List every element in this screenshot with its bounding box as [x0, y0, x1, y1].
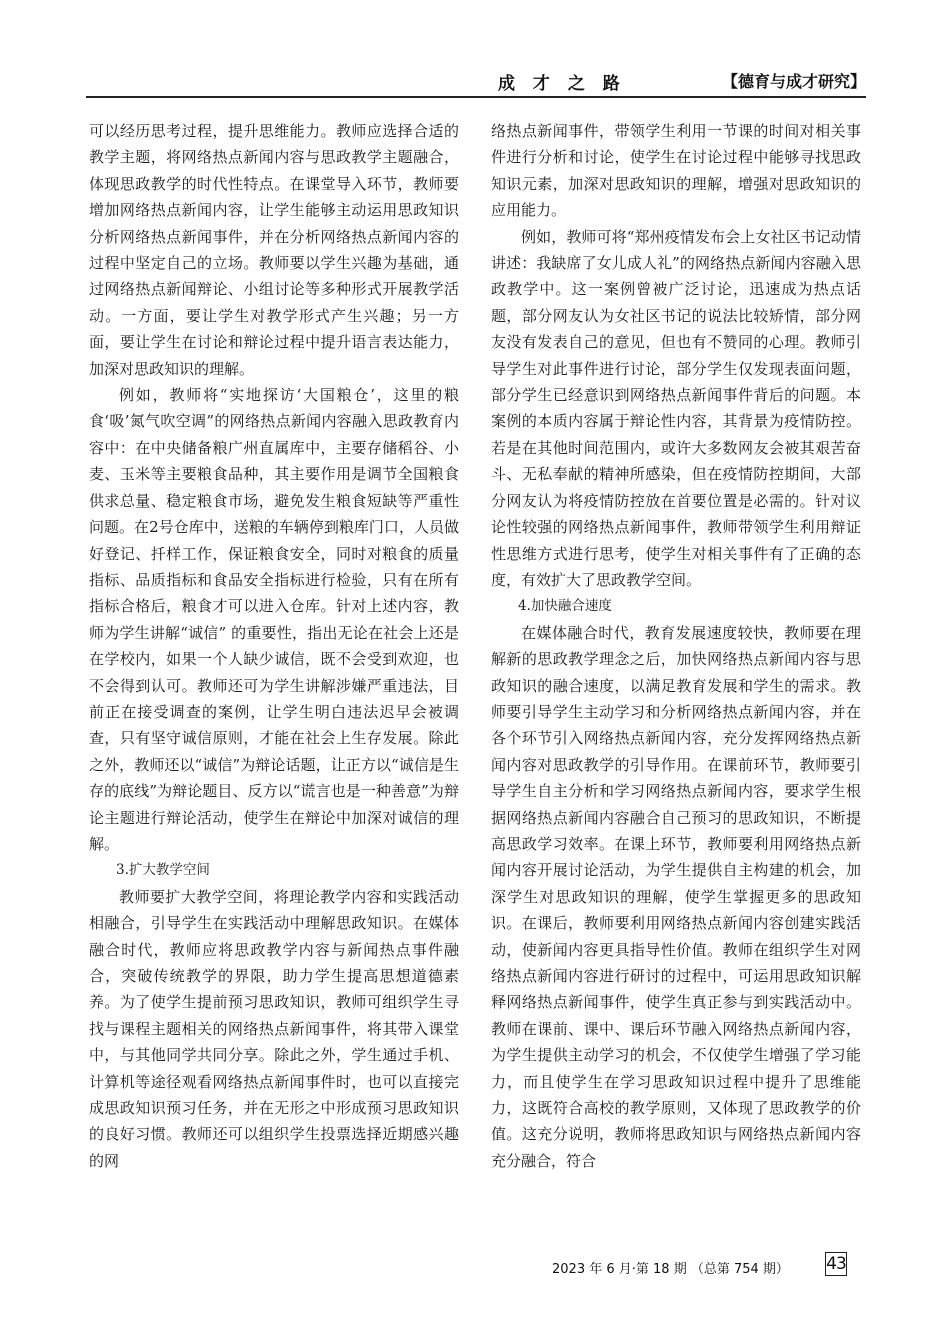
issue-info: 2023 年 6 月·第 18 期 （总第 754 期） [552, 1262, 789, 1277]
page-number: 43 [826, 1254, 846, 1274]
paragraph: 教师要扩大教学空间，将理论教学内容和实践活动相融合，引导学生在实践活动中理解思政知识。在媒体融合时代，教师应将思政教学内容与新闻热点事件融合，突破传统教学的界限，助力学生提高思想道德素养。为了使学生提前预习思政知识，教师可组织学生寻找与课程主题相关的网络热点新闻事件，将其带入课堂中，与其他同学共同分享。除此之外，学生通过手机、计算机等途径观看网络热点新闻事件时，也可以直接完成思政知识预习任务，并在无形之中形成预习思政知识的良好习惯。教师还可以组织学生投票选择近期感兴趣的网 [89, 887, 459, 1170]
journal-name: 成 才 之 路 [498, 74, 626, 94]
right-column [491, 118, 861, 1174]
section-heading: 4.加快融合速度 [518, 598, 612, 615]
left-column [89, 118, 459, 1174]
paragraph: 例如，教师将“实地探访‘大国粮仓’，这里的粮食‘吸’氮气吹空调”的网络热点新闻内容融入思政教育内容中：在中央储备粮广州直属库中，主要存储稻谷、小麦、玉米等主要粮食品种，其主要作用是调节全国粮食供求总量、稳定粮食市场，避免发生粮食短缺等严重性问题。在2号仓库中，送粮的车辆停到粮库门口，人员做好登记、扦样工作，保证粮食安全，同时对粮食的质量指标、品质指标和食品安全指标进行检验，只有在所有指标合格后，粮食才可以进入仓库。针对上述内容，教师为学生讲解“诚信” 的重要性，指出无论在社会上还是在学校内，如果一个人缺少诚信，既不会受到欢迎，也不会得到认可。教师还可为学生讲解涉嫌严重违法，目前正在接受调查的案例，让学生明白违法迟早会被调查，只有坚守诚信原则，才能在社会上生存发展。除此之外，教师还以“诚信”为辩论话题，让正方以“诚信是生存的底线”为辩论题目、反方以“谎言也是一种善意”为辩论主题进行辩论活动，使学生在辩论中加深对诚信的理解。 [89, 386, 459, 853]
section-heading: 3.扩大教学空间 [116, 862, 210, 879]
paragraph: 例如，教师可将“郑州疫情发布会上女社区书记动情讲述：我缺席了女儿成人礼”的网络热点新闻内容融入思政教学中。这一案例曾被广泛讨论，迅速成为热点话题，部分网友认为女社区书记的说法比较矫情，部分网友没有发表自己的意见，但也有不赞同的心理。教师引导学生对此事件进行讨论，部分学生仅发现表面问题，部分学生已经意识到网络热点新闻事件背后的问题。本案例的本质内容属于辩论性内容，其背景为疫情防控。若是在其他时间范围内，或许大多数网友会被其艰苦奋斗、无私奉献的精神所感染，但在疫情防控期间，大部分网友认为将疫情防控放在首要位置是必需的。针对议论性较强的网络热点新闻事件，教师带领学生利用辩证性思维方式进行思考，使学生对相关事件有了正确的态度，有效扩大了思政教学空间。 [491, 227, 861, 589]
paragraph: 在媒体融合时代，教育发展速度较快，教师要在理解新的思政教学理念之后，加快网络热点新闻内容与思政知识的融合速度，以满足教育发展和学生的需求。教师要引导学生主动学习和分析网络热点新闻内容，并在各个环节引入网络热点新闻内容，充分发挥网络热点新闻内容对思政教学的引导作用。在课前环节，教师要引导学生自主分析和学习网络热点新闻内容，要求学生根据网络热点新闻内容融合自己预习的思政知识，不断提高思政学习效率。在课上环节，教师要利用网络热点新闻内容开展讨论活动，为学生提供自主构建的机会，加深学生对思政知识的理解，使学生掌握更多的思政知识。在课后，教师要利用网络热点新闻内容创建实践活动，使新闻内容更具指导性价值。教师在组织学生对网络热点新闻内容进行研讨的过程中，可运用思政知识解释网络热点新闻事件，使学生真正参与到实践活动中。教师在课前、课中、课后环节融入网络热点新闻内容，为学生提供主动学习的机会，不仅使学生增强了学习能力，而且使学生在学习思政知识过程中提升了思维能力，这既符合高校的教学原则，又体现了思政教学的价值。这充分说明，教师将思政知识与网络热点新闻内容充分融合，符合 [491, 623, 861, 1170]
header-rule [86, 96, 866, 98]
paragraph: 络热点新闻事件，带领学生利用一节课的时间对相关事件进行分析和讨论，使学生在讨论过程中能够寻找思政知识元素，加深对思政知识的理解，增强对思政知识的应用能力。 [491, 122, 861, 220]
page-header [86, 66, 866, 98]
paragraph: 可以经历思考过程，提升思维能力。教师应选择合适的教学主题，将网络热点新闻内容与思政教学主题融合，体现思政教学的时代性特点。在课堂导入环节，教师要增加网络热点新闻内容，让学生能够主动运用思政知识分析网络热点新闻事件，并在分析网络热点新闻内容的过程中坚定自己的立场。教师要以学生兴趣为基础，通过网络热点新闻辩论、小组讨论等多种形式开展教学活动。一方面，要让学生对教学形式产生兴趣；另一方面，要让学生在讨论和辩论过程中提升语言表达能力，加深对思政知识的理解。 [89, 122, 459, 378]
column-name: 【德育与成才研究】 [721, 72, 866, 91]
